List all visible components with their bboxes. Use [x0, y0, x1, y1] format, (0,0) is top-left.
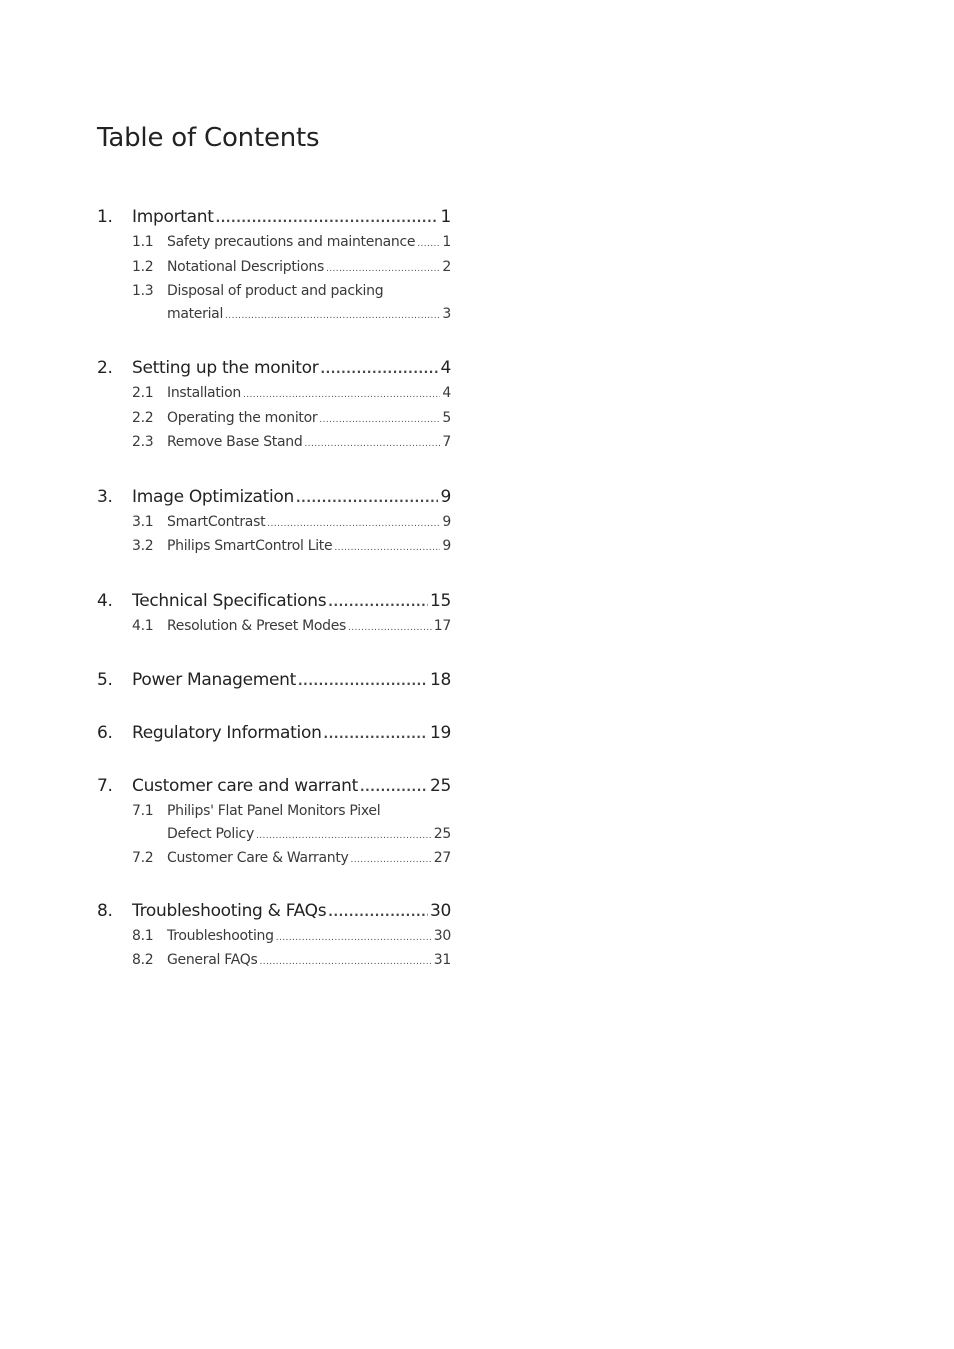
dot-leader — [328, 899, 428, 925]
toc-entry[interactable] — [97, 667, 451, 694]
toc-subentry[interactable] — [97, 382, 451, 407]
toc-entry-title: Image Optimization — [132, 486, 294, 507]
toc-subentry[interactable] — [97, 615, 451, 640]
toc-subentry-page: 2 — [442, 258, 451, 275]
toc-subentry-number: 7.1 — [132, 803, 154, 819]
toc-subentry[interactable] — [97, 231, 451, 256]
toc-entry-page: 9 — [440, 486, 451, 507]
toc-subentry-number: 2.3 — [132, 434, 154, 450]
toc-entry-page: 15 — [429, 590, 451, 611]
toc-subentry-number: 3.1 — [132, 513, 154, 530]
toc-subentry-page: 4 — [442, 385, 451, 401]
dot-leader — [334, 537, 440, 560]
dot-leader — [360, 774, 428, 800]
toc-entry-number: 7. — [97, 776, 113, 796]
toc-entry[interactable] — [97, 720, 451, 747]
toc-entry-number: 3. — [97, 486, 113, 507]
toc-subentry-page: 5 — [442, 409, 451, 426]
dot-leader — [351, 849, 432, 872]
toc-subentry-title: Remove Base Stand — [167, 434, 303, 450]
toc-entry[interactable] — [97, 773, 451, 800]
toc-entry-title: Setting up the monitor — [132, 358, 319, 378]
dot-leader — [243, 384, 440, 407]
toc-subentry-page: 1 — [442, 234, 451, 250]
toc-subentry[interactable] — [97, 949, 451, 974]
toc-entry-number: 6. — [97, 723, 113, 743]
toc-subentry-number: 2.1 — [132, 385, 154, 401]
toc-subentry-page: 17 — [433, 617, 451, 634]
toc-subentry-page: 3 — [442, 305, 451, 322]
dot-leader — [328, 589, 428, 615]
toc-entry[interactable] — [97, 355, 451, 382]
toc-entry-page: 4 — [440, 358, 451, 378]
toc-entry-title: Customer care and warrant — [132, 776, 358, 796]
toc-subentry-page: 9 — [442, 513, 451, 530]
toc-subentry[interactable] — [97, 535, 451, 560]
toc-subentry[interactable] — [97, 431, 451, 456]
toc-entry-page: 19 — [429, 723, 451, 743]
toc-subentry-page: 27 — [433, 850, 451, 866]
toc-section — [97, 773, 451, 872]
toc-entry[interactable] — [97, 898, 451, 925]
dot-leader — [225, 305, 440, 328]
dot-leader — [267, 513, 440, 536]
toc-subentry-title: Resolution & Preset Modes — [167, 617, 347, 634]
toc-subentry-title: Disposal of product and packing — [167, 283, 384, 299]
toc-entry[interactable] — [97, 484, 451, 511]
toc-subentry-number: 1.1 — [132, 234, 154, 250]
toc-subentry-title: SmartContrast — [167, 513, 266, 530]
toc-section — [97, 588, 451, 640]
toc-subentry-number: 2.2 — [132, 409, 154, 426]
toc-subentry-title: Notational Descriptions — [167, 258, 324, 275]
toc-subentry-title: Philips' Flat Panel Monitors Pixel — [167, 803, 381, 819]
toc-section — [97, 484, 451, 560]
toc-entry-title: Important — [132, 207, 214, 227]
dot-leader — [417, 233, 440, 256]
toc-entry-number: 8. — [97, 900, 113, 921]
toc-subentry-page: 25 — [433, 825, 451, 842]
toc-entry-title: Power Management — [132, 670, 296, 690]
toc-entry-number: 1. — [97, 207, 113, 227]
dot-leader — [298, 668, 428, 694]
dot-leader — [320, 356, 438, 382]
toc-entry[interactable] — [97, 204, 451, 231]
toc-subentry-number: 1.2 — [132, 258, 154, 275]
toc-subentry-page: 9 — [442, 538, 451, 554]
toc-subentry-page: 31 — [433, 952, 451, 968]
dot-leader — [319, 409, 440, 432]
toc-subentry[interactable] — [97, 800, 451, 823]
toc-subentry[interactable] — [97, 823, 451, 848]
toc-subentry-title: Customer Care & Warranty — [167, 850, 349, 866]
toc-subentry-title: Operating the monitor — [167, 409, 318, 426]
dot-leader — [276, 927, 432, 950]
toc-subentry-page: 7 — [442, 434, 451, 450]
dot-leader — [304, 433, 440, 456]
toc-subentry-number: 8.2 — [132, 952, 154, 968]
dot-leader — [324, 721, 428, 747]
toc-subentry-title: material — [167, 305, 224, 322]
toc-entry-page: 18 — [429, 670, 451, 690]
toc-subentry-number: 8.1 — [132, 927, 154, 944]
dot-leader — [259, 951, 431, 974]
toc-entry-title: Troubleshooting & FAQs — [132, 900, 327, 921]
toc-subentry-page: 30 — [433, 927, 451, 944]
dot-leader — [216, 205, 439, 231]
toc-subentry-number: 7.2 — [132, 850, 154, 866]
toc-subentry[interactable] — [97, 925, 451, 950]
toc-subentry-title: Defect Policy — [167, 825, 254, 842]
toc-entry-page: 1 — [440, 207, 451, 227]
toc-entry-page: 30 — [429, 900, 451, 921]
toc-entry-number: 2. — [97, 358, 113, 378]
toc-section — [97, 898, 451, 974]
toc-subentry-number: 3.2 — [132, 538, 154, 554]
toc-entry-number: 4. — [97, 590, 113, 611]
toc-subentry-number: 1.3 — [132, 283, 154, 299]
dot-leader — [256, 825, 432, 848]
toc-subentry-title: Philips SmartControl Lite — [167, 538, 333, 554]
toc-subentry[interactable] — [97, 847, 451, 872]
table-of-contents — [97, 178, 451, 974]
toc-subentry[interactable] — [97, 256, 451, 281]
toc-subentry-title: Safety precautions and maintenance — [167, 234, 416, 250]
toc-subentry[interactable] — [97, 511, 451, 536]
toc-subentry-title: General FAQs — [167, 952, 258, 968]
toc-subentry[interactable] — [97, 407, 451, 432]
toc-subentry-title: Troubleshooting — [167, 927, 274, 944]
dot-leader — [326, 258, 440, 281]
toc-entry-title: Regulatory Information — [132, 723, 322, 743]
page-title: Table of Contents — [97, 123, 320, 153]
toc-section — [97, 667, 451, 694]
toc-subentry-number: 4.1 — [132, 617, 154, 634]
toc-section — [97, 720, 451, 747]
toc-subentry[interactable] — [97, 280, 451, 303]
toc-subentry[interactable] — [97, 303, 451, 328]
dot-leader — [296, 485, 438, 511]
toc-entry-number: 5. — [97, 670, 113, 690]
toc-section — [97, 355, 451, 456]
toc-section — [97, 204, 451, 327]
toc-subentry-title: Installation — [167, 385, 241, 401]
toc-entry-page: 25 — [429, 776, 451, 796]
dot-leader — [348, 617, 432, 640]
toc-entry-title: Technical Specifications — [132, 590, 327, 611]
toc-entry[interactable] — [97, 588, 451, 615]
